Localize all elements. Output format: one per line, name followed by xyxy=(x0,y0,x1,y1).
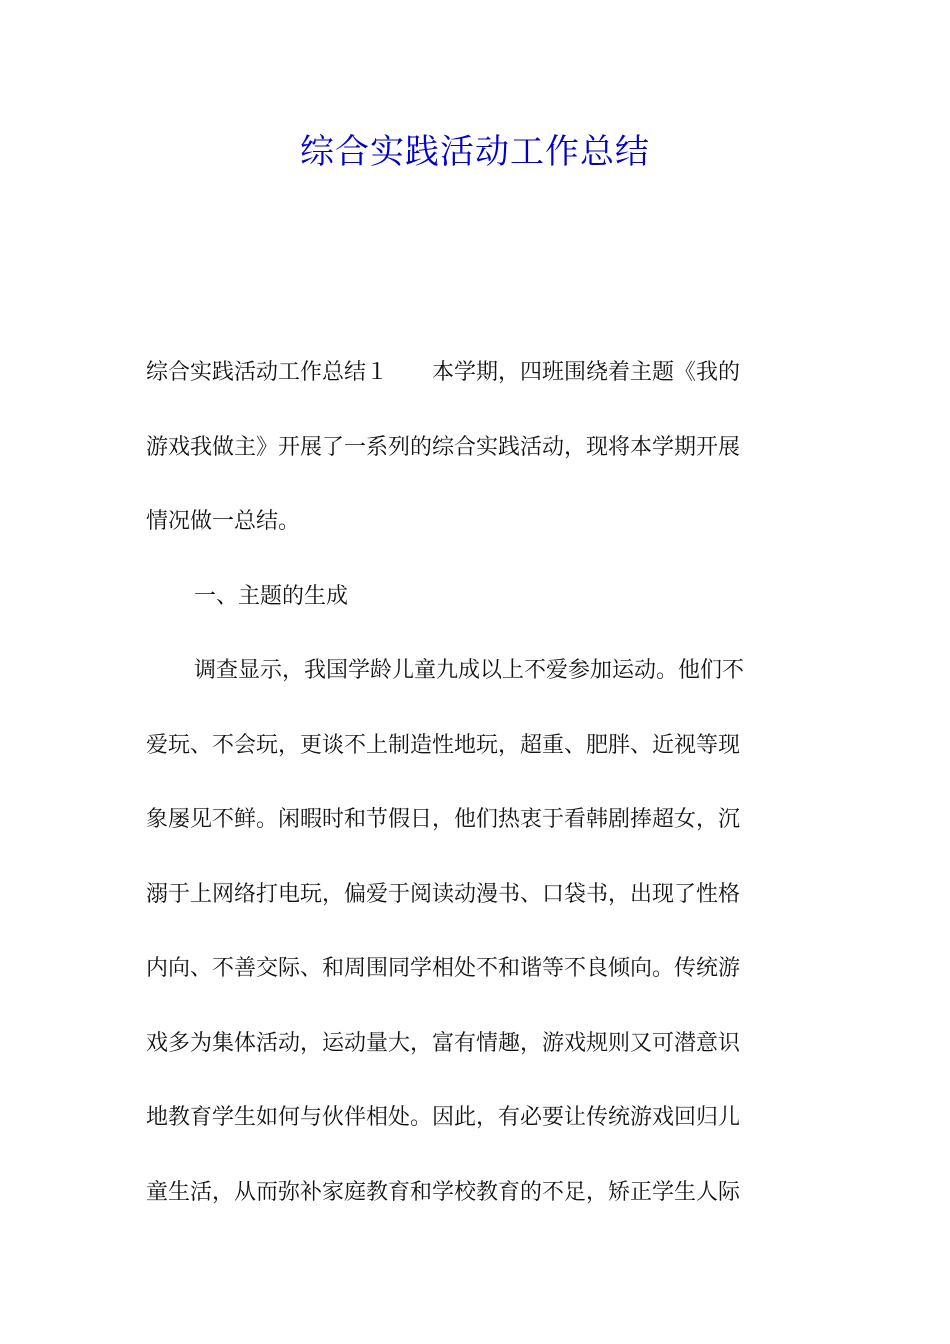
section-heading-inline: 综合实践活动工作总结１ xyxy=(146,360,389,385)
body-line: 童生活，从而弥补家庭教育和学校教育的不足，矫正学生人际 xyxy=(146,1179,741,1205)
body-line: 戏多为集体活动，运动量大，富有情趣，游戏规则又可潜意识 xyxy=(146,1030,741,1056)
body-line xyxy=(146,336,806,411)
section-heading: 一、主题的生成 xyxy=(194,583,349,609)
body-text-segment: 本学期，四班围绕着主题《我的 xyxy=(432,360,741,385)
body-line: 内向、不善交际、和周围同学相处不和谐等不良倾向。传统游 xyxy=(146,956,741,981)
document-body xyxy=(146,336,806,1230)
body-line: 情况做一总结。 xyxy=(146,509,301,534)
body-line: 爱玩、不会玩，更谈不上制造性地玩，超重、肥胖、近视等现 xyxy=(146,732,741,758)
body-line: 调查显示，我国学龄儿童九成以上不爱参加运动。他们不 xyxy=(194,658,745,683)
body-line: 象屡见不鲜。闲暇时和节假日，他们热衷于看韩剧捧超女，沉 xyxy=(146,807,741,832)
body-line: 游戏我做主》开展了一系列的综合实践活动，现将本学期开展 xyxy=(146,434,741,460)
document-title: 综合实践活动工作总结 xyxy=(300,132,650,172)
body-line: 溺于上网络打电玩，偏爱于阅读动漫书、口袋书，出现了性格 xyxy=(146,881,741,907)
body-line: 地教育学生如何与伙伴相处。因此，有必要让传统游戏回归儿 xyxy=(146,1105,741,1130)
